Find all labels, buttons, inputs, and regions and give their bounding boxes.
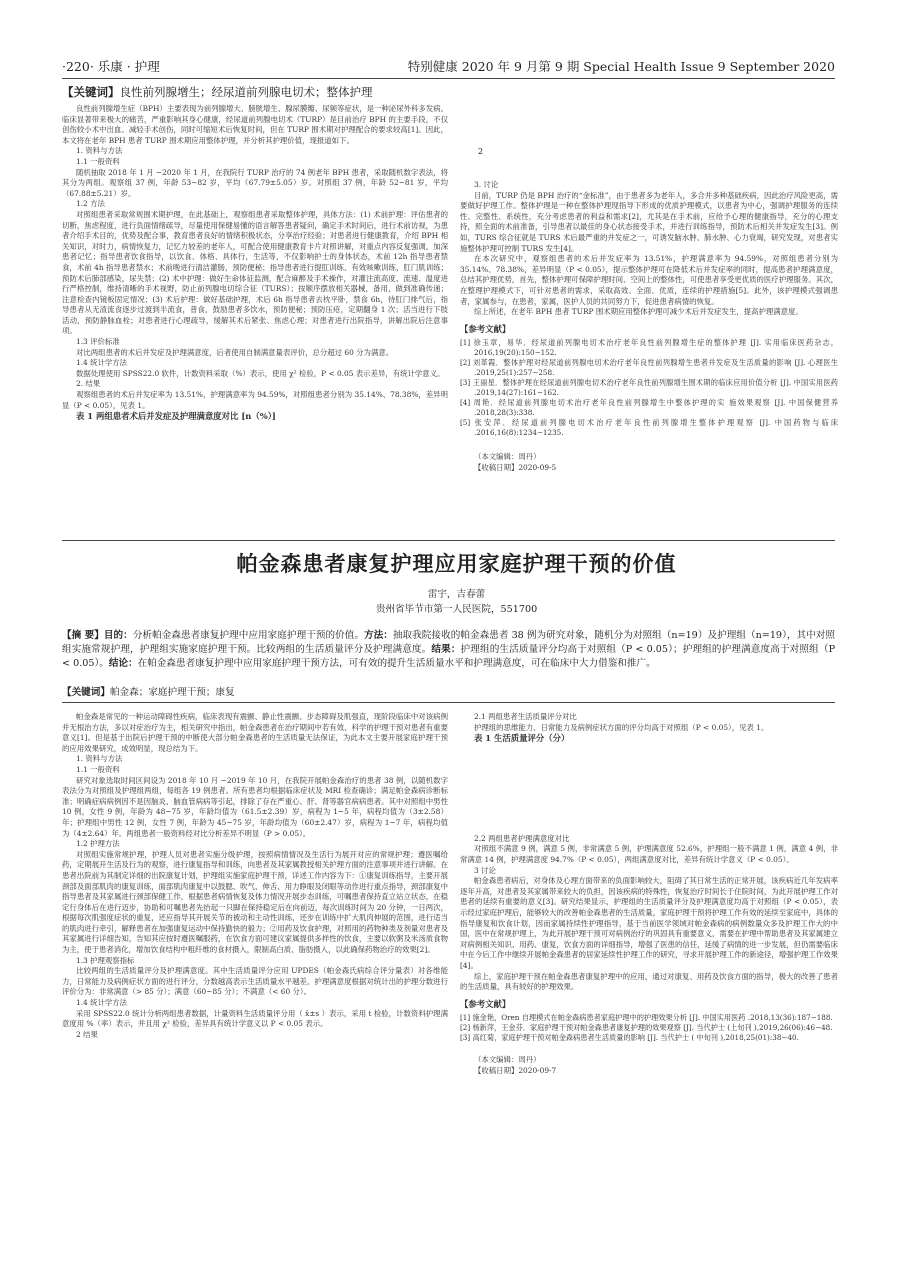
- top-keywords-text: 良性前列腺增生；经尿道前列腺电切术；整体护理: [119, 85, 373, 99]
- section-heading: 2.1 两组患者生活质量评分对比: [474, 712, 577, 721]
- reference-item: [4] 周艳．经尿道前列腺电切术治疗老年良性前列腺增生中整体护理的实 施效果观察 [J]. 中国保健营养 .2018,28(3):338.: [460, 398, 838, 418]
- para: 采用 SPSS22.0 统计分析两组患者数据，计量资料生活质量评分用（ x̄±s ）表示，采用 t 检验，计数资料护理满意度用 %（率）表示，并且用 χ² 检验，差异具有统计学意义以 P < 0.05 表示。: [62, 1008, 448, 1029]
- section-heading: 2. 结果: [76, 379, 101, 389]
- editor-note: （本文编辑：周丹）: [474, 452, 541, 462]
- received-date: 【收稿日期】2020-09-5: [474, 462, 557, 472]
- para: 良性前列腺增生症（BPH）主要表现为前列腺增大、膀胱增生、腺尿膜瓣、尿频等症状，是一种泌尿外科多发病。临床显著带来极大的痛苦，严重影响其身心健康，经尿道前列腺电切术（TURP）是目前治疗 BPH 的主要手段，不仅创伤较小术中出血、减轻手术创伤，同时可缩短术后恢复时间，但在 TURP 围术期对护理配合的要求较高[1]。因此，本文将在老年 BPH 患者 TURP 围术期应用整体护理，并分析其护理价值，现报道如下。: [62, 104, 448, 145]
- section-heading: 1.2 护理方法: [76, 839, 120, 849]
- article2-authors: 雷宇，吉春蕾: [427, 589, 486, 600]
- article2-abstract: [62, 629, 835, 671]
- section-heading: 3 讨论: [474, 865, 496, 875]
- article2-left-column: [62, 712, 448, 1040]
- article1-right-column: [460, 180, 838, 474]
- abstract-method-label: 方法：: [364, 630, 393, 641]
- para: 护理组的思维能力、日常能力及病例症状方面的评分均高于对照组（P < 0.05），见表 1。: [474, 722, 769, 732]
- para: 对照组不满意 9 例，满意 5 例，非常满意 5 例，护理满意度 52.6%，护理组一般不满意 1 例，满意 4 例，非常满意 14 例，护理满意度 94.7%（P < 0.05），两组满意度对比，差异有统计学意义（P < 0.05）。: [460, 844, 838, 864]
- header-left: ·220· 乐康 · 护理: [62, 59, 160, 74]
- reference-item: [2] 杨新萍，王金芬．家庭护理干预对帕金森患者康复护理的效果观察 [J]. 当代护士 (上旬刊 ),2019,26(06):46−48.: [460, 1023, 833, 1033]
- para: 帕金森患者病后，对身体及心理方面带来的负面影响较大，阻碍了其日常生活的正常开展，该疾病近几年发病率逐年升高，对患者及其家属带来较大的负担，因该疾病的特殊性，恢复治疗时间长于住院时间，为此开展护理工作对患者的延续有重要的意义[3]。研究结果显示，护理组的生活质量评分及护理满意度均高于对照组（P < 0.05），表示经过家庭护理后，能够较大的改善帕金森患者的生活质量，家庭护理干预将护理工作有效的延续至家庭中，具体的指导康复和饮食计划，因而家属持续性护理指导，基于当前医学领域对帕金森病的病例数量众多及护理工作大的中国，医中在常规护理上，为此开展护理干预可对病例治疗的巩固具有重要意义，需要在护理中帮助患者及其家属建立对病例相关知识、用药、康复，饮食方面的详细指导，增强了医患的信任，延缓了病情的进一步发展，但仍需要临床中在今后工作中继续开展帕金森患者的居家延续性护理工作的研究，寻求开展护理工作的新途径，增强护理工作效果[4]。: [460, 876, 838, 970]
- reference-item: [5] 张安萍．经尿道前列腺电切术治疗老年良性前列腺增生整体护理观察 [J]. 中国药物与临床 .2016,16(8):1234−1235.: [460, 418, 838, 438]
- abstract-label: 【摘 要】: [62, 630, 104, 641]
- reference-item: [1] 施金艳，Oren 自理模式在帕金森病患者家庭护理中的护理效果分析 [J]. 中国实用医药 .2018,13(36):187−188.: [460, 1013, 833, 1023]
- reference-item: [3] 高红菊，家庭护理干预对帕金森病患者生活质量的影响 [J]. 当代护士 ( 中旬刊 ),2018,25(01):38−40.: [460, 1033, 799, 1043]
- section-heading: 1.3 护理观察指标: [76, 955, 135, 965]
- editor-note: （本文编辑：周丹）: [474, 1055, 541, 1065]
- article2-right-column: [460, 712, 838, 1076]
- header-rule: [62, 78, 835, 79]
- received-date: 【收稿日期】2020-09-7: [474, 1065, 557, 1075]
- para: 比较两组的生活质量评分及护理满意度。其中生活质量评分应用 UPDES（帕金森氏病综合评分量表）对各维能力，日常能力及病例症状方面的进行评分，分数越高表示生活质量水平越差。护理满意度根据对统计出的护理分数进行评价分为：非常满意（> 85 分）；满意（60~85 分）；不满意（< 60 分）。: [62, 966, 448, 997]
- abstract-conclusion-label: 结论：: [108, 658, 138, 669]
- header-right: 特别健康 2020 年 9 月第 9 期 Special Health Issue 9 September 2020: [407, 59, 835, 74]
- section-heading: 2 结果: [76, 1029, 98, 1039]
- abstract-conclusion: 在帕金森患者康复护理中应用家庭护理干预方法，可有效的提升生活质量水平和护理满意度，可在临床中大力借鉴和推广。: [137, 658, 656, 669]
- section-heading: 1.1 一般资料: [76, 764, 120, 774]
- para: 对比两组患者的术后并发症及护理满意度，后者使用自制满意量表评价，总分超过 60 分为满意。: [76, 347, 394, 357]
- reference-item: [3] 王丽星．整体护理在经尿道前列腺电切术治疗老年良性前列腺增生围术期的临床应用价值分析 [J]. 中国实用医药 .2019,14(27):161−162.: [460, 378, 838, 398]
- section-heading: 1.4 统计学方法: [76, 358, 128, 368]
- page-header: [62, 57, 835, 77]
- section-heading: 1.2 方法: [76, 199, 105, 209]
- para: 随机抽取 2018 年 1 月 −2020 年 1 月，在我院行 TURP 治疗的 74 例老年 BPH 患者，采取随机数字表法，将其分为两组。观察组 37 例，年龄 53~82 岁，平均（67.79±5.05）岁。对照组 37 例，年龄 52~81 岁，平均（67.88±5.21）岁。: [62, 167, 448, 198]
- para: 对照组患者采取常规围术期护理，在此基础上，观察组患者采取整体护理，具体方法：(1) 术前护理：评估患者的切断，焦虑程度，进行负面情绪疏导，尽量使用保健易懂的语言解答患者疑问，确定手术时间后，进行术前访视，为患者介绍手术目的，优势及配合事，教育患者良好的情绪积极状态，分享治疗经验；对患者进行健康教育，介绍 BPH 相关知识，对时力，病情恢复力，记忆力较差的老年人，可配合使用健康教育卡片对照讲解，对重点内容反复强调，加深患者记忆；指导患者饮食指导，以饮食、体格、具体行，生活等，不仅影响护士的身体状态，术前 12h 指导患者禁食，术前 4h 指导患者禁水；术前晚进行清洁灌肠，预防便秘；指导患者进行提肛训练、有效咳嗽训练，肛门肌训练；预防术后肺部感染，尿失禁；(2) 术中护理：做好生命体征监测，配合麻醉及手术操作，对灌注流高度、流速、温度进行严格控制，维持清晰的手术视野，防止前列腺电切综合征（TURS）；按顺序摆放相关器械，备用，做到准确传递；注意检查内镜板固定情况；(3) 术后护理：做好基础护理，术后 6h 指导患者去枕平卧，禁食 6h，待肛门排气后，指导患者从无渣流食逐步过渡到半流食，普食，鼓励患者多饮水，预防便秘；预防压疮，定期翻身 1 次；活当进行下肢活动，预防静脉血栓；对患者进行心理疏导，缓解其术后紧张、焦虑心理；对患者进行出院指导，讲解出院后注意事项。: [62, 209, 448, 336]
- article-divider: [62, 540, 835, 541]
- para: 对照组实施常规护理，护理人员对患者实施分级护理，按照病情情况及生活行为展开对应的常规护理；遵医嘱给药，定期展开生活及行为的观察，进行康复指导和训练，向患者及其家属教授相关护理方面的注意事项并进行讲解。在患者出院前为其制定详细的出院康复计划，护理组实施家庭护理干预，详述工作内容为下：①康复训练指导，主要开展颈部及面部肌肉的康复训练，面部肌肉康复中以鼓腮、吹气、伸舌、用力睁眼及闭眼等动作进行重点指导，颈部康复中指导患者及其家属进行颈部保健工作，根据患者病情恢复及体力情况开展步态训练，可嘱患者保持直立站立状态，在稳定行身体后在进行迈步，协助和可嘱患者先抬起一只脚在保持稳定后在向前迈，每次训练时间为 20 分钟，一日两次，根据每次肌强度症状的重复，还应指导其开展关节的被动和主动性训练，还步在训练中扩大肌肉伸展的范围，进行适当的肌肉进行牵引，解释患者在加强康复运动中保持勤快的毅力；②用药及饮食护理，对照用的药物种类及剂量对患者及其家属进行详细告知，告知其应按时遵医嘱服药，在饮食方面可建议家属提供多样性的饮食，主要以软粥及米汤质食物为主，使于患者消化，增加饮食结构中粗纤维的食材摄入，限制高白质、脂肪摄入，以此确保药物治疗的效果[2]。: [62, 849, 448, 955]
- abstract-method: 抽取我院接收的帕金森患者 38 例为研究对象，随机分为对照组（n=19）及护理组（n=19），其中对照组实施常规护理，护理组实施家庭护理干预。比较两组的生活质量评分及护理满意度。: [62, 630, 836, 655]
- abstract-result-label: 结果：: [431, 644, 461, 655]
- abstract-objective-label: 目的：: [103, 630, 133, 641]
- abstract-result: 护理组的生活质量评分均高于对照组（P < 0.05）；护理组的护理满意度高于对照组（P < 0.05）。: [62, 644, 836, 669]
- para: 数据处理使用 SPSS22.0 软件，计数资料采取（%）表示，使用 χ² 检验，P < 0.05 表示差异，有统计学意义。: [76, 368, 445, 378]
- table-area: [460, 744, 838, 834]
- references-heading: 【参考文献】: [460, 998, 511, 1009]
- para: 研究对象选取时间区间设为 2018 年 10 月 −2019 年 10 月，在我院开展帕金森治疗的患者 38 例，以随机数字表法分为对照组及护理组两组，每组各 19 例患者。所有患者均根据临床症状及 MRI 检查确诊；满足帕金森病诊断标准；明确症病病例因不是因脑炎、脑血管病病等引起，排除了存在严重心、肝、肾等器官病病患者。其中对照组中男性 10 例，女性 9 例，年龄为 48~75 岁，年龄均值为（61.5±2.39）岁，病程为 1~5 年，病程均值为（3±2.58）年；护理组中男性 12 例，女性 7 例，年龄为 45~75 岁，年龄均值为（60±2.47）岁，病程为 1~7 年，病程均值为（4±2.64）年。两组患者一般资料经对比分析差异不明显（P > 0.05）。: [62, 775, 448, 838]
- article1-left-column: [62, 104, 448, 422]
- section-heading: 3. 讨论: [474, 180, 499, 189]
- abstract-objective: 分析帕金森患者康复护理中应用家庭护理干预的价值。: [132, 630, 364, 641]
- article2-keywords: [62, 684, 235, 698]
- keywords-label: 【关键词】: [62, 687, 110, 698]
- article2-title: 帕金森患者康复护理应用家庭护理干预的价值: [236, 551, 677, 576]
- section-heading: 1. 资料与方法: [76, 146, 123, 156]
- para: 综上，家庭护理干预在帕金森患者康复护理中的应用，通过对康复、用药及饮食方面的指导，极大的改善了患者的生活质量，具有较好的护理效果。: [460, 971, 838, 992]
- top-keywords: [62, 84, 373, 100]
- top-keywords-label: 【关键词】: [62, 85, 120, 99]
- section-heading: 1.3 评价标准: [76, 337, 120, 347]
- reference-item: [2] 刘革霞．整体护理对经尿道前列腺电切术治疗老年良性前列腺增生患者并发症及生活质量的影响 [J]. 心理医生 .2019,25(1):257−258.: [460, 358, 838, 378]
- reference-item: [1] 徐玉章，易华．经尿道前列腺电切术治疗老年良性前列腺增生症的整体护理 [J]. 实用临床医药杂志，2016,19(20):150−152.: [460, 338, 838, 358]
- table-caption: 表 1 生活质量评分（分）: [474, 733, 570, 744]
- section-heading: 1. 资料与方法: [76, 754, 123, 764]
- para: 帕金森是常见的一种运动障碍性疾病，临床表现有震颤、静止性震颤、步态障碍及肌强直，现阶段临床中对该病例并无根治方法，多以对症治疗为主，相关研究中指出，帕金森患者在治疗期间中若有效、科学的护理干预对患者有重要意义[1]。但是基于出院后护理干预的中断使大部分帕金森患者的生活质量无法保证，为此本文主要开展家庭护理干预的应用效果研究，成效明显，现总结为下。: [62, 712, 448, 753]
- article2-affiliation: 贵州省毕节市第一人民医院，551700: [375, 604, 538, 615]
- para: 在本次研究中，观察组患者的术后并发症率为 13.51%，护理满意率为 94.59%，对照组患者分别为 35.14%、78.38%，差异明显（P < 0.05），提示整体护理可在降低术后并发症率的同时，提高患者护理满意度，总结其护理优势，首先，整体护理可保障护理时间、空间上的整体性，可使患者享受更优质的医疗护理服务。其次，在整理护理模式下，可针对患者的需求，采取高效、全面、优质，连续的护理措施[5]。此外，该护理模式强调患者，家属参与，在患者，家属，医护人员的共同努力下，促进患者病情的恢复。: [460, 254, 838, 306]
- abstract-rule: [62, 702, 835, 703]
- para: 综上所述，在老年 BPH 患者 TURP 围术期应用整体护理可减少术后并发症发生，提高护理满意度。: [474, 307, 803, 317]
- references-heading: 【参考文献】: [460, 323, 511, 334]
- section-heading: 1.1 一般资料: [76, 156, 120, 166]
- section-heading: 2.2 两组患者护理满意度对比: [474, 833, 570, 843]
- keywords-text: 帕金森；家庭护理干预；康复: [109, 687, 235, 698]
- para: 目前，TURP 仍是 BPH 治疗的“金标准”，由于患者多为老年人，多合并多种基础疾病，因此治疗风险更高，需要做好护理工作。整体护理是一种在整体护理现指导下形成的优质护理模式，以患者为中心，强调护理服务的连续性、完整性、系统性，充分考虑患者的利益和需求[2]，尤其是在手术前，应给予心理的健康指导，充分的心理支持，照全面的术前准备，引导患者以最佳的身心状态接受手术，并进行训练指导，预防术后相关并发症发生[3]。例如，TURS 综合征就是 TURS 术后最严重的并发症之一，可诱发脑水肿、肺水肿、心力衰竭，研究发现，对患者实施整体护理可控制 TURS 发生[4]。: [460, 190, 838, 253]
- section-heading: 1.4 统计学方法: [76, 998, 128, 1008]
- table-caption: 表 1 两组患者术后并发症及护理满意度对比 [n（%）]: [76, 411, 276, 422]
- para: 观察组患者的术后并发症率为 13.51%，护理满意率为 94.59%，对照组患者分别为 35.14%、78.38%，差异明显（P < 0.05），见表 1。: [62, 390, 448, 410]
- right-column-marker: 2: [478, 147, 484, 156]
